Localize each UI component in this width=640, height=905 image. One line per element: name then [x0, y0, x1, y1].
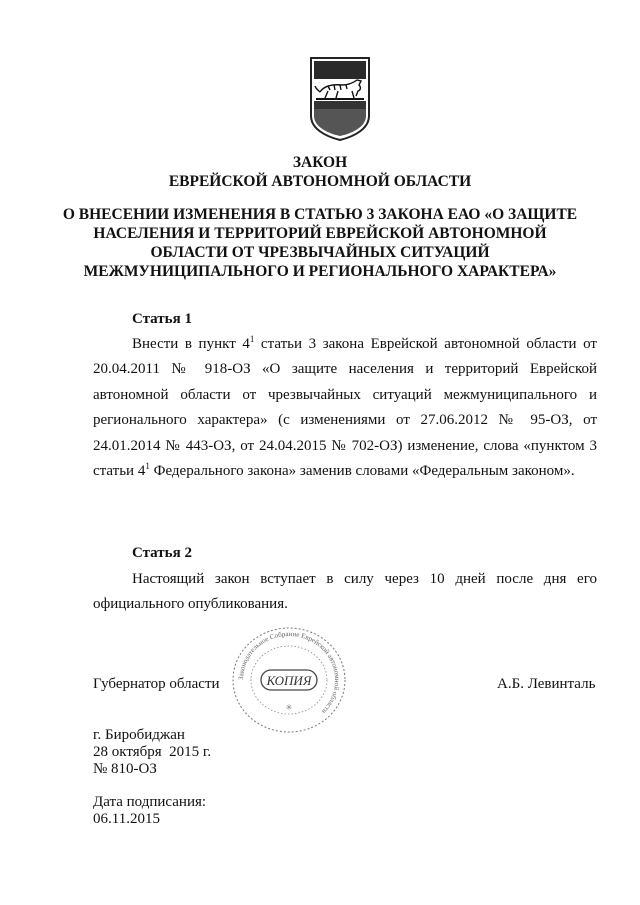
signing-label: Дата подписания: [93, 794, 207, 810]
law-title-region: ЕВРЕЙСКОЙ АВТОНОМНОЙ ОБЛАСТИ [168, 173, 472, 190]
article-1-text [93, 332, 597, 484]
signing-date-block [93, 794, 206, 828]
law-subject [60, 205, 580, 281]
article-1-text-b: статьи 3 закона Еврейской автономной области от 20.04.2011 № 918-ОЗ «О защите населения и территорий Еврейской автономной области от чрезвычайных ситуаций межмуниципального и регионального характера» (с изменениями от 27.06.2012 № 95-ОЗ, от 24.01.2014 № 443-ОЗ, от 24.04.2015 № 702-ОЗ) изменение, слова «пунктом 3 статьи 4 [93, 336, 597, 480]
law-title [60, 153, 580, 191]
signing-date: 06.11.2015 [93, 811, 160, 827]
stamp-ring-text: Законодательное Собрание Еврейской автономной области [236, 629, 342, 716]
signatory-name: А.Б. Левинталь [497, 676, 596, 692]
law-title-line: ЗАКОН [292, 154, 348, 171]
adoption-date: 28 октября 2015 г. [93, 744, 212, 760]
city: г. Биробиджан [93, 727, 185, 743]
law-subject-line-4: МЕЖМУНИЦИПАЛЬНОГО И РЕГИОНАЛЬНОГО ХАРАКТЕРА» [83, 263, 557, 280]
stamp-center-text: КОПИЯ [266, 673, 312, 688]
coat-of-arms-tiger-icon [308, 56, 372, 142]
law-number: № 810-ОЗ [93, 761, 157, 777]
stamp-star-icon: ✳ [285, 703, 293, 712]
article-1-sup-b: 1 [145, 461, 150, 472]
place-date-block [93, 727, 211, 778]
article-2-text: Настоящий закон вступает в силу через 10 дней после дня его официального опубликования. [93, 571, 597, 613]
law-subject-line-2: НАСЕЛЕНИЯ И ТЕРРИТОРИЙ ЕВРЕЙСКОЙ АВТОНОМНОЙ [93, 225, 547, 242]
article-1-text-a: Внести в пункт 4 [132, 336, 250, 352]
copy-stamp [218, 626, 360, 734]
law-subject-line-3: ОБЛАСТИ ОТ ЧРЕЗВЫЧАЙНЫХ СИТУАЦИЙ [150, 244, 490, 261]
article-2-heading: Статья 2 [132, 545, 192, 561]
signatory-position: Губернатор области [93, 676, 220, 692]
article-1-sup-a: 1 [249, 334, 255, 344]
article-1-text-c: Федерального закона» заменив словами «Федеральным законом». [149, 463, 575, 480]
article-1-heading: Статья 1 [132, 311, 192, 327]
law-subject-line-1: О ВНЕСЕНИИ ИЗМЕНЕНИЯ В СТАТЬЮ 3 ЗАКОНА ЕАО «О ЗАЩИТЕ [62, 206, 578, 223]
